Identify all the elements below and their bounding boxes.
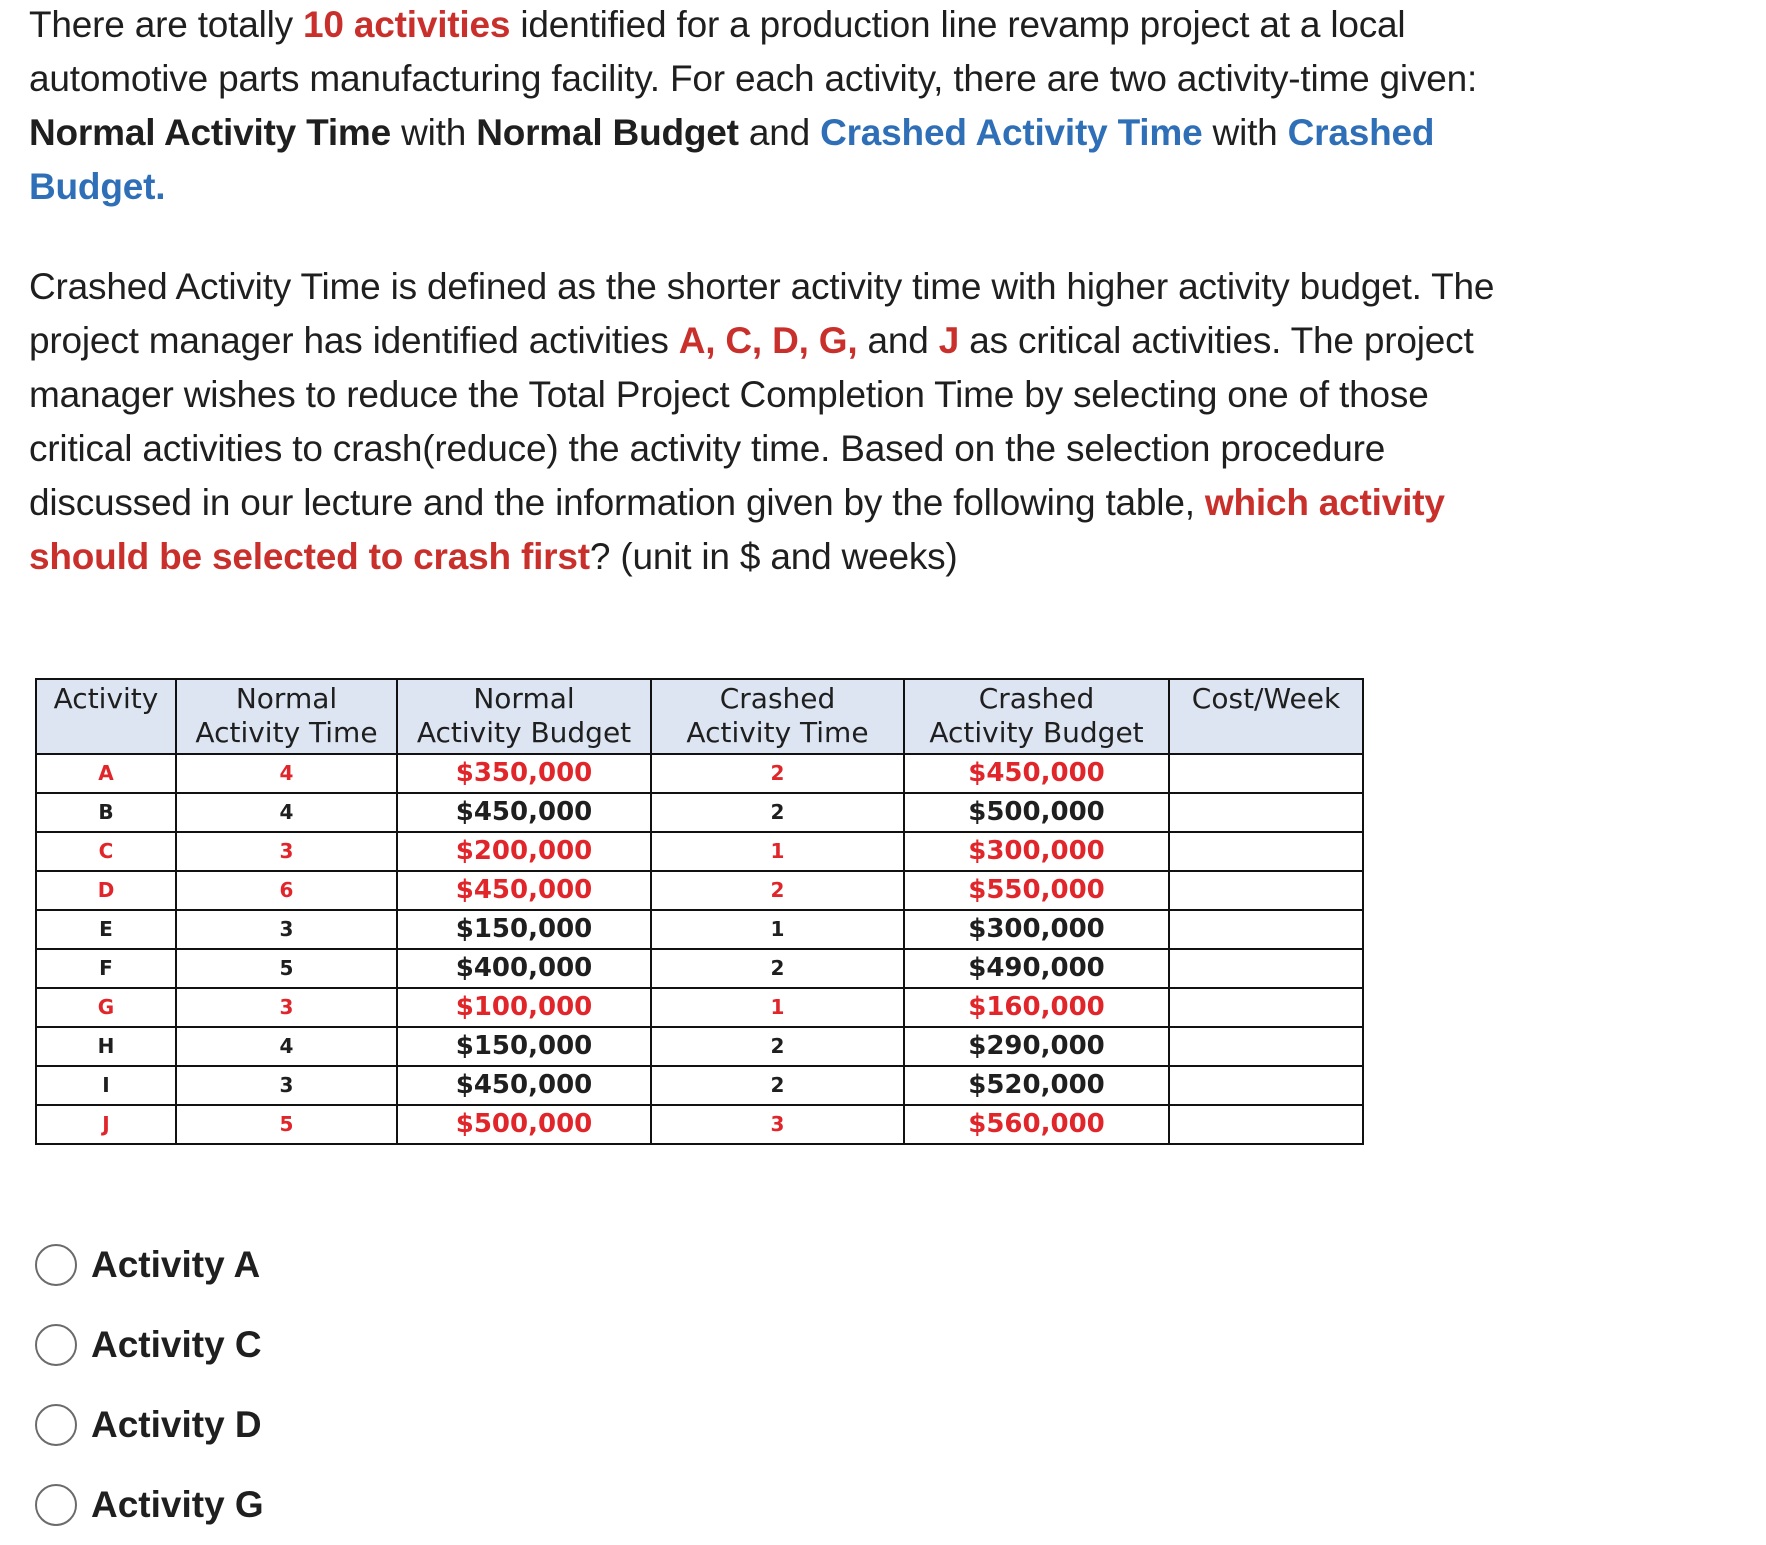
- cell-crashed-budget: $290,000: [904, 1027, 1169, 1066]
- table-row: [36, 793, 1363, 832]
- cell-crashed-budget: $550,000: [904, 871, 1169, 910]
- cell-crashed-time: 1: [651, 910, 904, 949]
- header-crashed-activity-time: Crashed Activity Time: [651, 679, 904, 754]
- cell-normal-budget: $450,000: [397, 793, 651, 832]
- cell-normal-budget: $200,000: [397, 832, 651, 871]
- cell-activity: D: [36, 871, 176, 910]
- cell-normal-time: 3: [176, 988, 397, 1027]
- cell-normal-time: 5: [176, 949, 397, 988]
- cell-cost-week: [1169, 988, 1363, 1027]
- cell-cost-week: [1169, 949, 1363, 988]
- cell-cost-week: [1169, 1105, 1363, 1144]
- cell-normal-time: 6: [176, 871, 397, 910]
- question-text-segment: 10 activities: [303, 4, 511, 45]
- cell-activity: F: [36, 949, 176, 988]
- question-text-segment: There are totally: [29, 4, 304, 45]
- cell-crashed-time: 1: [651, 832, 904, 871]
- question-text-segment: Normal Activity Time: [29, 112, 392, 153]
- cell-crashed-budget: $560,000: [904, 1105, 1169, 1144]
- question-text-segment: Crashed Activity Time: [820, 112, 1203, 153]
- cell-crashed-time: 2: [651, 949, 904, 988]
- answer-option-label[interactable]: Activity C: [91, 1324, 262, 1365]
- question-paragraph-1: [29, 0, 1499, 214]
- question-text-segment: Crashed Activity Time is defined as the shorter activity time with higher activity budget. The project manager has identified activities: [29, 266, 1495, 361]
- cell-crashed-time: 2: [651, 1066, 904, 1105]
- table-row: [36, 988, 1363, 1027]
- activity-table: [35, 678, 1364, 1145]
- cell-crashed-time: 2: [651, 871, 904, 910]
- answer-option-label[interactable]: Activity G: [91, 1484, 264, 1525]
- cell-crashed-time: 2: [651, 754, 904, 793]
- cell-normal-time: 5: [176, 1105, 397, 1144]
- cell-crashed-time: 2: [651, 793, 904, 832]
- cell-normal-time: 4: [176, 793, 397, 832]
- cell-normal-budget: $350,000: [397, 754, 651, 793]
- cell-activity: A: [36, 754, 176, 793]
- question-text-segment: as critical activities. The project manager wishes to reduce the Total Project Completion Time by selecting one of those critical activities to crash(reduce) the activity time. Based on the selection procedure discussed in our lecture and the information given by the following table,: [29, 320, 1474, 523]
- cell-normal-budget: $400,000: [397, 949, 651, 988]
- cell-cost-week: [1169, 1027, 1363, 1066]
- cell-crashed-budget: $500,000: [904, 793, 1169, 832]
- cell-normal-budget: $450,000: [397, 871, 651, 910]
- cell-cost-week: [1169, 832, 1363, 871]
- question-text-segment: and: [738, 112, 821, 153]
- question-text-segment: with: [1202, 112, 1288, 153]
- header-normal-activity-budget: Normal Activity Budget: [397, 679, 651, 754]
- table-row: [36, 871, 1363, 910]
- cell-activity: E: [36, 910, 176, 949]
- radio-button[interactable]: [35, 1324, 77, 1366]
- cell-activity: I: [36, 1066, 176, 1105]
- cell-normal-time: 3: [176, 1066, 397, 1105]
- table-row: [36, 949, 1363, 988]
- cell-normal-time: 4: [176, 1027, 397, 1066]
- cell-normal-budget: $450,000: [397, 1066, 651, 1105]
- radio-button[interactable]: [35, 1404, 77, 1446]
- question-text-segment: with: [391, 112, 477, 153]
- cell-cost-week: [1169, 910, 1363, 949]
- header-crashed-activity-budget: Crashed Activity Budget: [904, 679, 1169, 754]
- cell-crashed-budget: $160,000: [904, 988, 1169, 1027]
- question-text-segment: and: [857, 320, 939, 361]
- cell-normal-budget: $150,000: [397, 910, 651, 949]
- header-activity: Activity: [36, 679, 176, 754]
- table-row: [36, 910, 1363, 949]
- cell-activity: H: [36, 1027, 176, 1066]
- table-row: [36, 1105, 1363, 1144]
- table-body: [36, 754, 1363, 1144]
- question-paragraph-2: [29, 260, 1499, 584]
- table-row: [36, 754, 1363, 793]
- table-row: [36, 832, 1363, 871]
- cell-activity: G: [36, 988, 176, 1027]
- answer-options: [35, 1225, 264, 1545]
- answer-option[interactable]: [35, 1385, 264, 1465]
- cell-crashed-time: 1: [651, 988, 904, 1027]
- cell-cost-week: [1169, 754, 1363, 793]
- question-text-segment: Crashed Budget.: [29, 112, 1435, 207]
- question-text-segment: ? (unit in $ and weeks): [589, 536, 958, 577]
- question-text-segment: J: [938, 320, 960, 361]
- question-text-segment: Normal Budget: [476, 112, 739, 153]
- cell-crashed-budget: $300,000: [904, 910, 1169, 949]
- cell-crashed-time: 3: [651, 1105, 904, 1144]
- cell-normal-budget: $150,000: [397, 1027, 651, 1066]
- cell-activity: C: [36, 832, 176, 871]
- question-text-segment: identified for a production line revamp project at a local automotive parts manufacturing facility. For each activity, there are two activity-time given:: [29, 4, 1478, 99]
- cell-normal-budget: $500,000: [397, 1105, 651, 1144]
- cell-normal-time: 3: [176, 910, 397, 949]
- cell-crashed-budget: $520,000: [904, 1066, 1169, 1105]
- cell-activity: B: [36, 793, 176, 832]
- answer-option[interactable]: [35, 1465, 264, 1545]
- answer-option-label[interactable]: Activity A: [91, 1244, 261, 1285]
- cell-crashed-budget: $300,000: [904, 832, 1169, 871]
- cell-cost-week: [1169, 1066, 1363, 1105]
- radio-button[interactable]: [35, 1244, 77, 1286]
- cell-normal-time: 3: [176, 832, 397, 871]
- cell-activity: J: [36, 1105, 176, 1144]
- header-cost-per-week: Cost/Week: [1169, 679, 1363, 754]
- cell-crashed-time: 2: [651, 1027, 904, 1066]
- cell-normal-time: 4: [176, 754, 397, 793]
- answer-option[interactable]: [35, 1305, 264, 1385]
- question-text: [29, 0, 1499, 584]
- header-normal-activity-time: Normal Activity Time: [176, 679, 397, 754]
- table-row: [36, 1066, 1363, 1105]
- table-header-row: [36, 679, 1363, 754]
- cell-normal-budget: $100,000: [397, 988, 651, 1027]
- cell-crashed-budget: $490,000: [904, 949, 1169, 988]
- cell-crashed-budget: $450,000: [904, 754, 1169, 793]
- question-text-segment: A, C, D, G,: [678, 320, 858, 361]
- answer-option-label[interactable]: Activity D: [91, 1404, 262, 1445]
- cell-cost-week: [1169, 871, 1363, 910]
- answer-option[interactable]: [35, 1225, 264, 1305]
- cell-cost-week: [1169, 793, 1363, 832]
- table-row: [36, 1027, 1363, 1066]
- question-text-segment: which activity should be selected to crash first: [29, 482, 1445, 577]
- radio-button[interactable]: [35, 1484, 77, 1526]
